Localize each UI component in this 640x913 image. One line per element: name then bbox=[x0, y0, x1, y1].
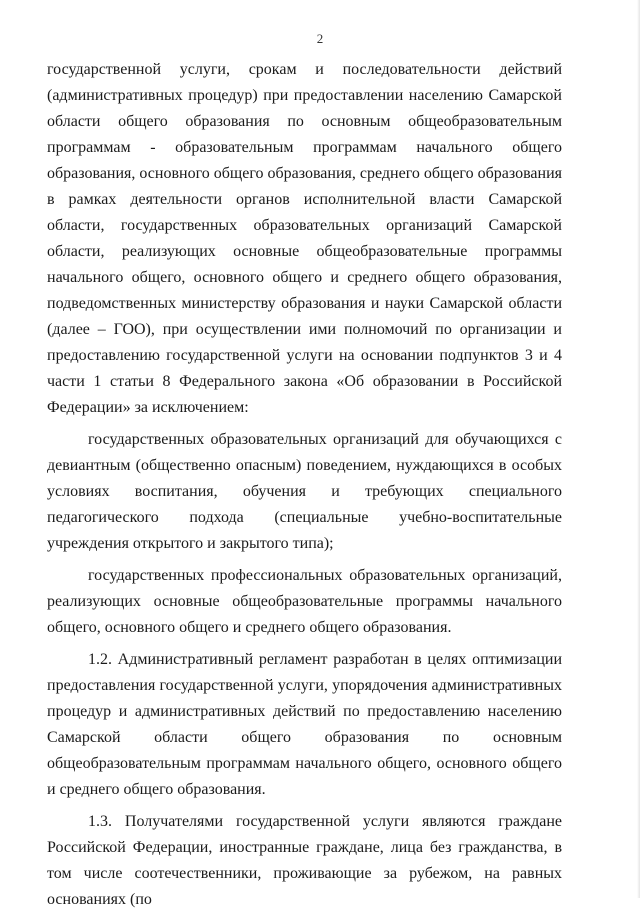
paragraph-exception-deviant: государственных образовательных организаций для обучающихся с девиантным (общественно опасным) поведением, нуждающихся в особых условиях воспитания, обучения и требующих специального педагогического подхода (специальные учебно-воспитательные учреждения открытого и закрытого типа); bbox=[47, 431, 562, 552]
paragraph-exception-professional: государственных профессиональных образовательных организаций, реализующих основные общеобразовательные программы начального общего, основного общего и среднего общего образования. bbox=[47, 567, 562, 636]
page-number: 2 bbox=[316, 31, 324, 46]
document-body bbox=[47, 57, 562, 913]
paragraph-scope-continuation: государственной услуги, срокам и последовательности действий (административных процедур) при предоставлении населению Самарской области общего образования по основным общеобразовательным программам - образовательным программам начального общего образования, основного общего образования, среднего общего образования в рамках деятельности органов исполнительной власти Самарской области, государственных образовательных организаций Самарской области, реализующих основные общеобразовательные программы начального общего, основного общего и среднего общего образования, подведомственных министерству образования и науки Самарской области (далее – ГОО), при осуществлении ими полномочий по организации и предоставлению государственной услуги на основании подпунктов 3 и 4 части 1 статьи 8 Федерального закона «Об образовании в Российской Федерации» за исключением: bbox=[47, 61, 562, 416]
paragraph-section-1-3: 1.3. Получателями государственной услуги являются граждане Российской Федерации, иностранные граждане, лица без гражданства, в том числе соотечественники, проживающие за рубежом, на равных основаниях (по bbox=[47, 813, 562, 908]
paragraph-section-1-2: 1.2. Административный регламент разработан в целях оптимизации предоставления государственной услуги, упорядочения административных процедур и административных действий по предоставлению населению Самарской области общего образования по основным общеобразовательным программам начального общего, основного общего и среднего общего образования. bbox=[47, 651, 562, 798]
